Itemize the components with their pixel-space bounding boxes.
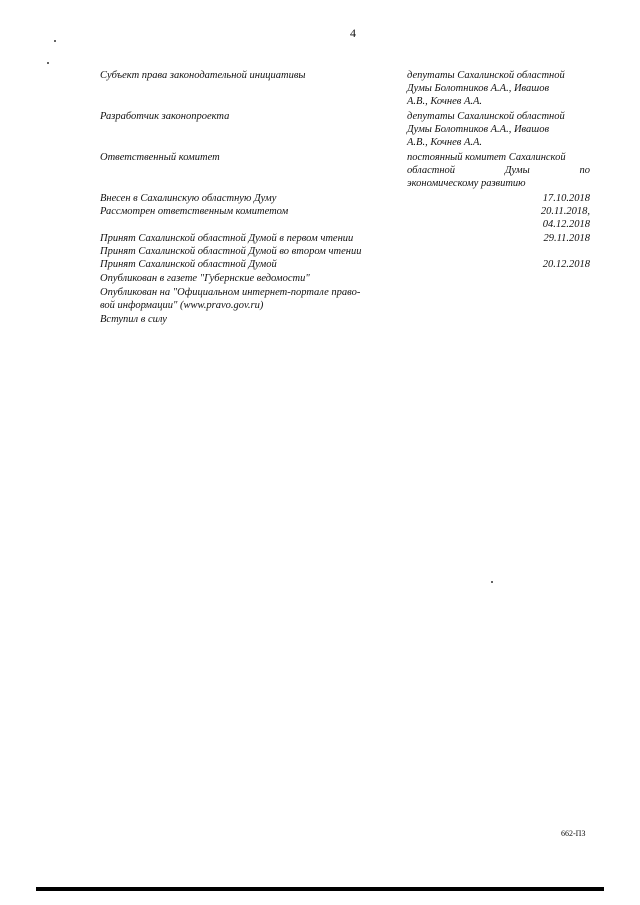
- field-value: 17.10.2018: [542, 193, 590, 204]
- field-label: [100, 286, 410, 312]
- field-value: 20.12.2018: [542, 259, 590, 270]
- field-value: 29.11.2018: [543, 233, 590, 244]
- field-value: [407, 69, 590, 108]
- page-number: 4: [350, 26, 356, 40]
- field-label: Принят Сахалинской областной Думой: [100, 259, 277, 270]
- label-line: вой информации" (www.pravo.gov.ru): [100, 300, 264, 311]
- field-label: Внесен в Сахалинскую областную Думу: [100, 193, 277, 204]
- value-line: депутаты Сахалинской областной: [407, 70, 565, 81]
- value-line-part: по: [579, 165, 590, 176]
- value-line: депутаты Сахалинской областной: [407, 111, 565, 122]
- field-label: Субъект права законодательной инициативы: [100, 70, 306, 81]
- page-bottom-border: [36, 887, 604, 891]
- value-line-part: Думы: [504, 165, 530, 176]
- scan-speck: [54, 40, 56, 42]
- value-line: экономическому развитию: [407, 178, 526, 189]
- value-line: Думы Болотников А.А., Ивашов: [407, 83, 550, 94]
- value-line: А.В., Кочнев А.А.: [407, 137, 483, 148]
- field-label: Рассмотрен ответственным комитетом: [100, 206, 289, 217]
- field-label: Ответственный комитет: [100, 152, 220, 163]
- field-label: Опубликован в газете "Губернские ведомости": [100, 273, 310, 284]
- field-label: Разработчик законопроекта: [100, 111, 230, 122]
- value-line: А.В., Кочнев А.А.: [407, 96, 483, 107]
- field-label: Принят Сахалинской областной Думой во втором чтении: [100, 246, 362, 257]
- field-value: [407, 110, 590, 149]
- value-line: 20.11.2018,: [540, 206, 590, 217]
- field-label: Вступил в силу: [100, 314, 167, 325]
- field-value: [407, 151, 590, 190]
- value-line: Думы Болотников А.А., Ивашов: [407, 124, 550, 135]
- scan-speck: [47, 62, 49, 64]
- value-line-part: областной: [407, 165, 456, 176]
- label-line: Опубликован на "Официальном интернет-портале право-: [100, 287, 361, 298]
- value-line: [407, 164, 590, 177]
- value-line: 04.12.2018: [542, 219, 590, 230]
- document-code: 662-ПЗ: [561, 829, 586, 838]
- field-label: Принят Сахалинской областной Думой в первом чтении: [100, 233, 354, 244]
- scan-speck: [491, 581, 493, 583]
- value-line: постоянный комитет Сахалинской: [407, 152, 566, 163]
- field-value: [407, 205, 590, 231]
